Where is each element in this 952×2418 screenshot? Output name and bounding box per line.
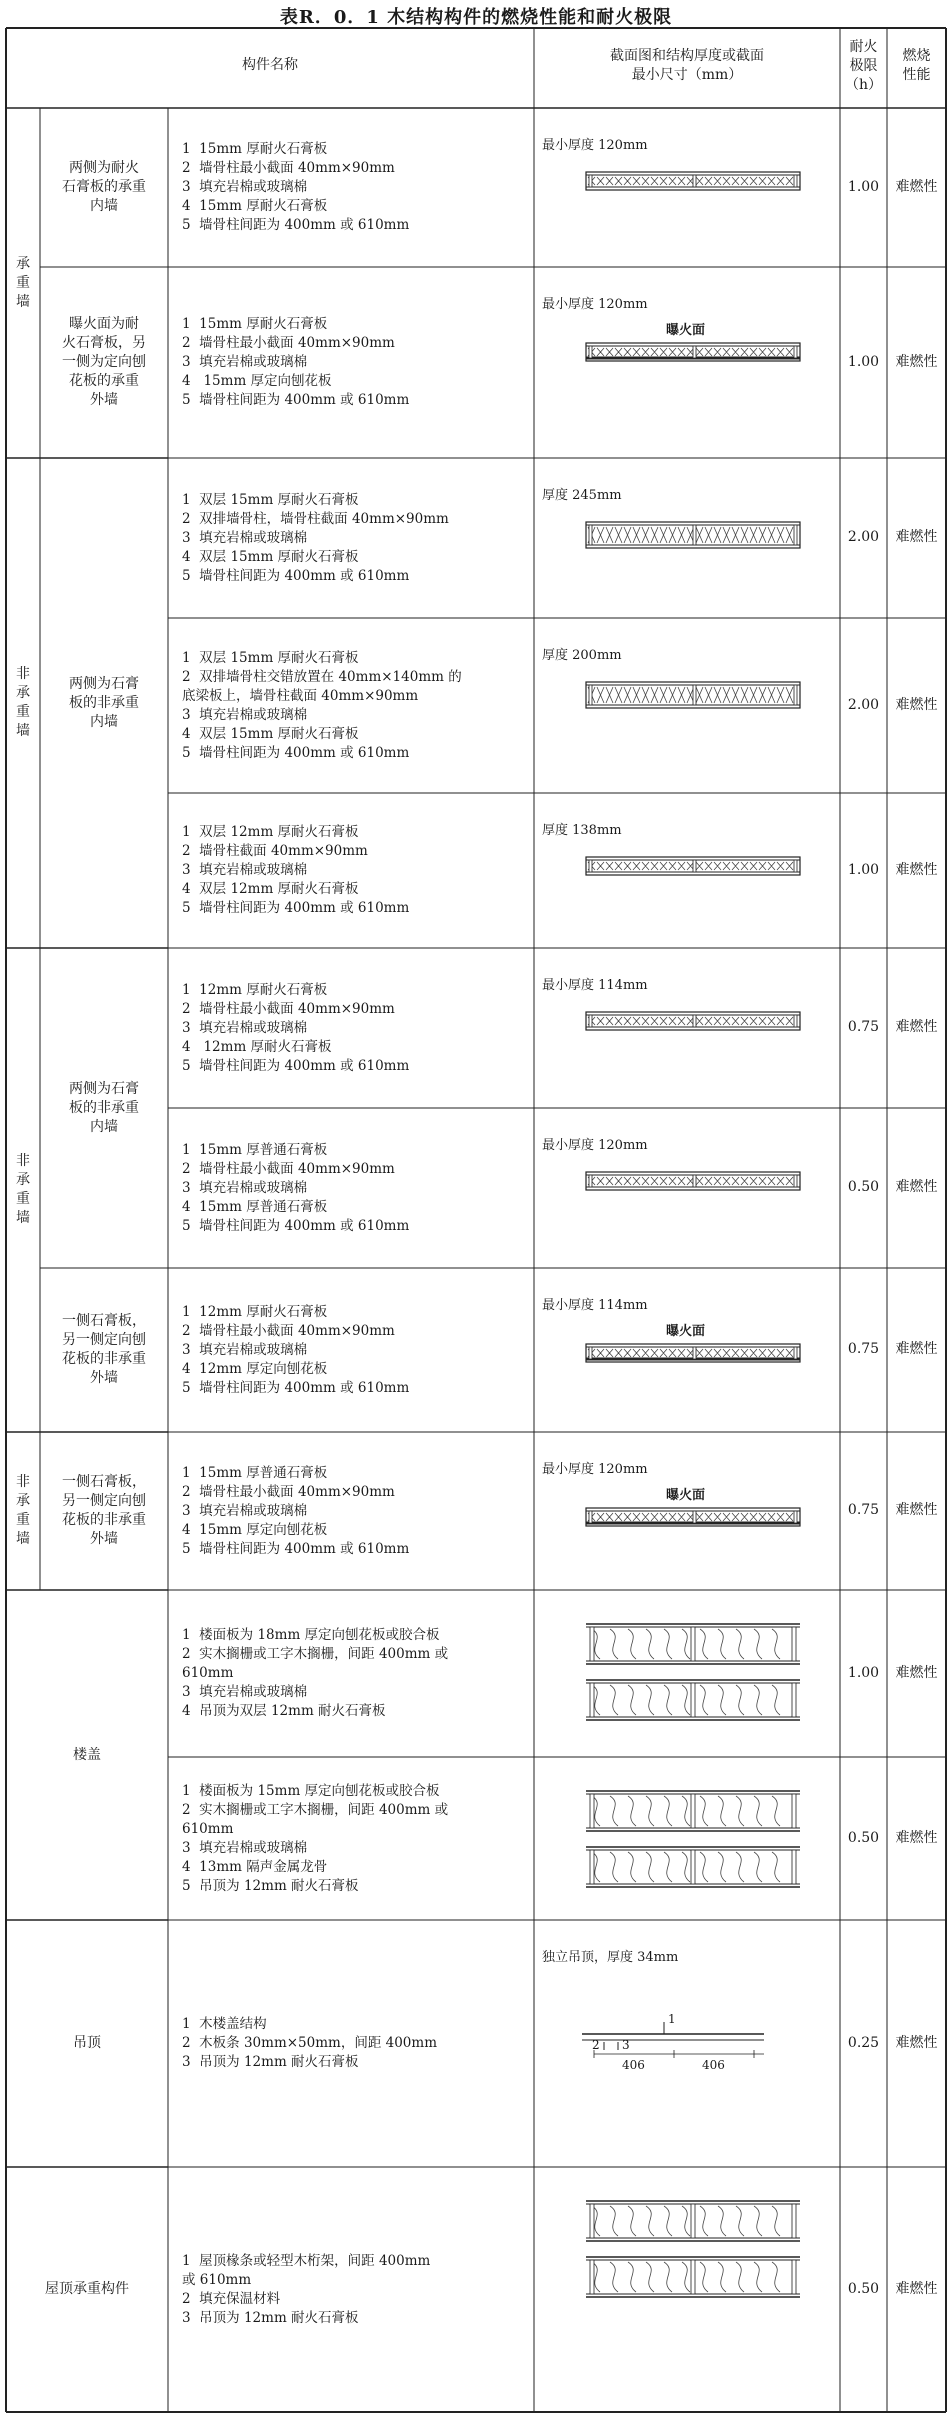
stud: [794, 346, 797, 358]
stud: [693, 525, 696, 545]
stud: [693, 1511, 696, 1523]
fire-limit-value: 0.25: [847, 2034, 880, 2051]
insulation-curve: [592, 1685, 780, 1715]
insulation-hatch: [588, 1177, 793, 1185]
thickness-label: 最小厚度 120mm: [542, 138, 648, 153]
fire-limit-value: 0.75: [847, 1019, 880, 1035]
spacing-label: 406: [702, 2058, 725, 2072]
thickness-label: 最小厚度 120mm: [542, 1462, 648, 1477]
section-diagram: [584, 1787, 804, 1897]
stud: [589, 1175, 592, 1187]
stud: [794, 860, 797, 872]
joist: [590, 2204, 594, 2238]
stud: [589, 175, 592, 187]
stud: [693, 1347, 696, 1359]
combustion-value: 难燃性: [895, 2280, 938, 2297]
fire-limit-value: 0.75: [847, 1502, 880, 1518]
section-diagram: [584, 1006, 804, 1046]
insulation-curve: [592, 1852, 780, 1882]
stud: [693, 685, 696, 705]
construction-items: 1 楼面板为 18mm 厚定向刨花板或胶合板 2 实木搁栅或工字木搁栅，间距 400mm 或 610mm 3 填充岩棉或玻璃棉 4 吊顶为双层 12mm 耐火石膏板: [182, 1627, 449, 1719]
header-combustion: 燃烧 性能: [902, 48, 931, 83]
insulation-curve: [592, 2262, 780, 2292]
subcategory-label: 两侧为石膏 板的非承重 内墙: [69, 1080, 139, 1135]
thickness-label: 厚度 200mm: [542, 648, 622, 663]
fire-face-label: 曝火面: [666, 1324, 706, 1339]
stud: [794, 1175, 797, 1187]
combustion-value: 难燃性: [895, 1829, 938, 1846]
joist: [691, 2204, 695, 2238]
thickness-label: 最小厚度 120mm: [542, 297, 648, 312]
subcategory-label: 一侧石膏板， 另一侧定向刨 花板的非承重 外墙: [62, 1474, 146, 1547]
section-diagram: [584, 166, 804, 206]
fire-face-label: 曝火面: [666, 1488, 706, 1503]
section-diagram: [584, 676, 804, 716]
joist: [691, 1850, 695, 1884]
construction-items: 1 双层 15mm 厚耐火石膏板 2 双排墙骨柱交错放置在 40mm×140mm 的 底梁板上，墙骨柱截面 40mm×90mm 3 填充岩棉或玻璃棉 4 双层 15mm 厚耐火石膏板 5 墙骨柱间距为 400mm 或 610mm: [182, 649, 462, 761]
section-diagram: [584, 851, 804, 891]
construction-items: 1 屋顶椽条或轻型木桁架，间距 400mm 或 610mm 2 填充保温材料 3 吊顶为 12mm 耐火石膏板: [182, 2252, 431, 2326]
insulation-hatch: [588, 527, 793, 543]
subcategory-label: 一侧石膏板， 另一侧定向刨 花板的非承重 外墙: [62, 1313, 146, 1386]
insulation-hatch: [588, 348, 793, 356]
stud: [589, 346, 592, 358]
section-diagram: [584, 1166, 804, 1206]
fire-face-label: 曝火面: [666, 323, 706, 338]
stud: [794, 685, 797, 705]
joist: [792, 1794, 796, 1828]
header-name: 构件名称: [242, 57, 298, 73]
joist: [691, 1683, 695, 1717]
joist: [691, 1627, 695, 1661]
construction-items: 1 楼面板为 15mm 厚定向刨花板或胶合板 2 实木搁栅或工字木搁栅，间距 400mm 或 610mm 3 填充岩棉或玻璃棉 4 13mm 隔声金属龙骨 5 吊顶为 12mm 耐火石膏板: [182, 1782, 449, 1894]
joist: [691, 1794, 695, 1828]
fire-limit-value: 0.75: [847, 1341, 880, 1357]
joist: [792, 2204, 796, 2238]
fire-limit-value: 1.00: [847, 178, 880, 195]
category-label: 屋顶承重构件: [45, 2281, 129, 2297]
category-label: 非 承 重 墙: [16, 666, 30, 739]
joist: [590, 1850, 594, 1884]
combustion-value: 难燃性: [895, 1664, 938, 1681]
insulation-curve: [592, 2206, 780, 2236]
construction-items: 1 12mm 厚耐火石膏板 2 墙骨柱最小截面 40mm×90mm 3 填充岩棉或玻璃棉 4 12mm 厚定向刨花板 5 墙骨柱间距为 400mm 或 610mm: [182, 1303, 410, 1396]
stud: [693, 175, 696, 187]
section-diagram: [584, 2197, 804, 2307]
stud: [693, 1175, 696, 1187]
combustion-value: 难燃性: [895, 1179, 938, 1195]
stud: [693, 860, 696, 872]
stud: [794, 1347, 797, 1359]
construction-items: 1 双层 12mm 厚耐火石膏板 2 墙骨柱截面 40mm×90mm 3 填充岩棉或玻璃棉 4 双层 12mm 厚耐火石膏板 5 墙骨柱间距为 400mm 或 610mm: [182, 824, 410, 916]
insulation-hatch: [588, 862, 793, 870]
joist: [691, 2260, 695, 2294]
fire-limit-value: 1.00: [847, 353, 880, 370]
callout-3: 3: [622, 2038, 630, 2052]
construction-items: 1 15mm 厚耐火石膏板 2 墙骨柱最小截面 40mm×90mm 3 填充岩棉或玻璃棉 4 15mm 厚定向刨花板 5 墙骨柱间距为 400mm 或 610mm: [182, 316, 410, 408]
thickness-label: 厚度 245mm: [542, 488, 622, 503]
stud: [794, 1511, 797, 1523]
fire-limit-value: 2.00: [847, 529, 880, 545]
fire-limit-value: 1.00: [847, 861, 880, 878]
joist: [590, 1683, 594, 1717]
subcategory-label: 曝火面为耐 火石膏板，另 一侧为定向刨 花板的承重 外墙: [62, 316, 146, 408]
header-fire-limit: 耐火 极限 （h）: [844, 39, 883, 93]
stud: [589, 685, 592, 705]
construction-items: 1 双层 15mm 厚耐火石膏板 2 双排墙骨柱，墙骨柱截面 40mm×90mm 3 填充岩棉或玻璃棉 4 双层 15mm 厚耐火石膏板 5 墙骨柱间距为 400mm 或 610mm: [182, 491, 449, 584]
construction-items: 1 15mm 厚普通石膏板 2 墙骨柱最小截面 40mm×90mm 3 填充岩棉或玻璃棉 4 15mm 厚普通石膏板 5 墙骨柱间距为 400mm 或 610mm: [182, 1141, 410, 1234]
stud: [589, 860, 592, 872]
thickness-label: 厚度 138mm: [542, 823, 622, 838]
insulation-hatch: [588, 687, 793, 703]
joist: [792, 1627, 796, 1661]
insulation-hatch: [588, 1513, 793, 1521]
insulation-hatch: [588, 1017, 793, 1025]
header-section: 截面图和结构厚度或截面 最小尺寸（mm）: [610, 48, 764, 83]
combustion-value: 难燃性: [895, 861, 938, 878]
construction-items: 1 15mm 厚耐火石膏板 2 墙骨柱最小截面 40mm×90mm 3 填充岩棉或玻璃棉 4 15mm 厚耐火石膏板 5 墙骨柱间距为 400mm 或 610mm: [182, 141, 410, 233]
fire-limit-value: 1.00: [847, 1664, 880, 1681]
joist: [590, 1627, 594, 1661]
thickness-label: 最小厚度 114mm: [542, 1298, 648, 1313]
stud: [589, 1015, 592, 1027]
callout-1: 1: [668, 2012, 676, 2026]
insulation-hatch: [588, 1349, 793, 1357]
stud: [693, 1015, 696, 1027]
fire-limit-value: 0.50: [847, 2280, 880, 2297]
insulation-curve: [592, 1629, 780, 1659]
fire-limit-value: 0.50: [847, 1179, 880, 1195]
stud: [794, 175, 797, 187]
category-label: 非 承 重 墙: [16, 1474, 30, 1547]
subcategory-label: 两侧为石膏 板的非承重 内墙: [69, 675, 139, 730]
category-label: 楼盖: [73, 1746, 101, 1763]
combustion-value: 难燃性: [895, 353, 938, 370]
joist: [792, 1683, 796, 1717]
spacing-label: 406: [622, 2058, 645, 2072]
construction-items: 1 12mm 厚耐火石膏板 2 墙骨柱最小截面 40mm×90mm 3 填充岩棉或玻璃棉 4 12mm 厚耐火石膏板 5 墙骨柱间距为 400mm 或 610mm: [182, 981, 410, 1074]
combustion-value: 难燃性: [895, 178, 938, 195]
insulation-curve: [592, 1796, 780, 1826]
joist: [792, 1850, 796, 1884]
stud: [794, 525, 797, 545]
joist: [792, 2260, 796, 2294]
subcategory-label: 两侧为耐火 石膏板的承重 内墙: [62, 160, 146, 214]
stud: [794, 1015, 797, 1027]
thickness-label: 最小厚度 120mm: [542, 1138, 648, 1153]
insulation-hatch: [588, 177, 793, 185]
category-label: 吊顶: [73, 2035, 101, 2051]
fire-limit-value: 0.50: [847, 1829, 880, 1846]
combustion-value: 难燃性: [895, 2034, 938, 2051]
category-label: 承 重 墙: [16, 255, 30, 310]
section-diagram: [584, 516, 804, 556]
combustion-value: 难燃性: [895, 1502, 938, 1518]
stud: [693, 346, 696, 358]
table-title: 表R．0．1 木结构构件的燃烧性能和耐火极限: [279, 7, 673, 28]
stud: [589, 1511, 592, 1523]
combustion-value: 难燃性: [895, 1341, 938, 1357]
stud: [589, 525, 592, 545]
combustion-value: 难燃性: [895, 696, 938, 713]
fire-limit-value: 2.00: [847, 696, 880, 713]
construction-items: 1 木楼盖结构 2 木板条 30mm×50mm，间距 400mm 3 吊顶为 12mm 耐火石膏板: [182, 2016, 437, 2070]
callout-2: 2: [592, 2038, 600, 2052]
joist: [590, 1794, 594, 1828]
ceiling-diagram: [574, 2020, 774, 2080]
thickness-label: 独立吊顶，厚度 34mm: [542, 1950, 679, 1965]
combustion-value: 难燃性: [895, 529, 938, 545]
thickness-label: 最小厚度 114mm: [542, 978, 648, 993]
category-label: 非 承 重 墙: [16, 1153, 30, 1226]
section-diagram: [584, 1620, 804, 1730]
construction-items: 1 15mm 厚普通石膏板 2 墙骨柱最小截面 40mm×90mm 3 填充岩棉或玻璃棉 4 15mm 厚定向刨花板 5 墙骨柱间距为 400mm 或 610mm: [182, 1464, 410, 1557]
joist: [590, 2260, 594, 2294]
combustion-value: 难燃性: [895, 1019, 938, 1035]
stud: [589, 1347, 592, 1359]
